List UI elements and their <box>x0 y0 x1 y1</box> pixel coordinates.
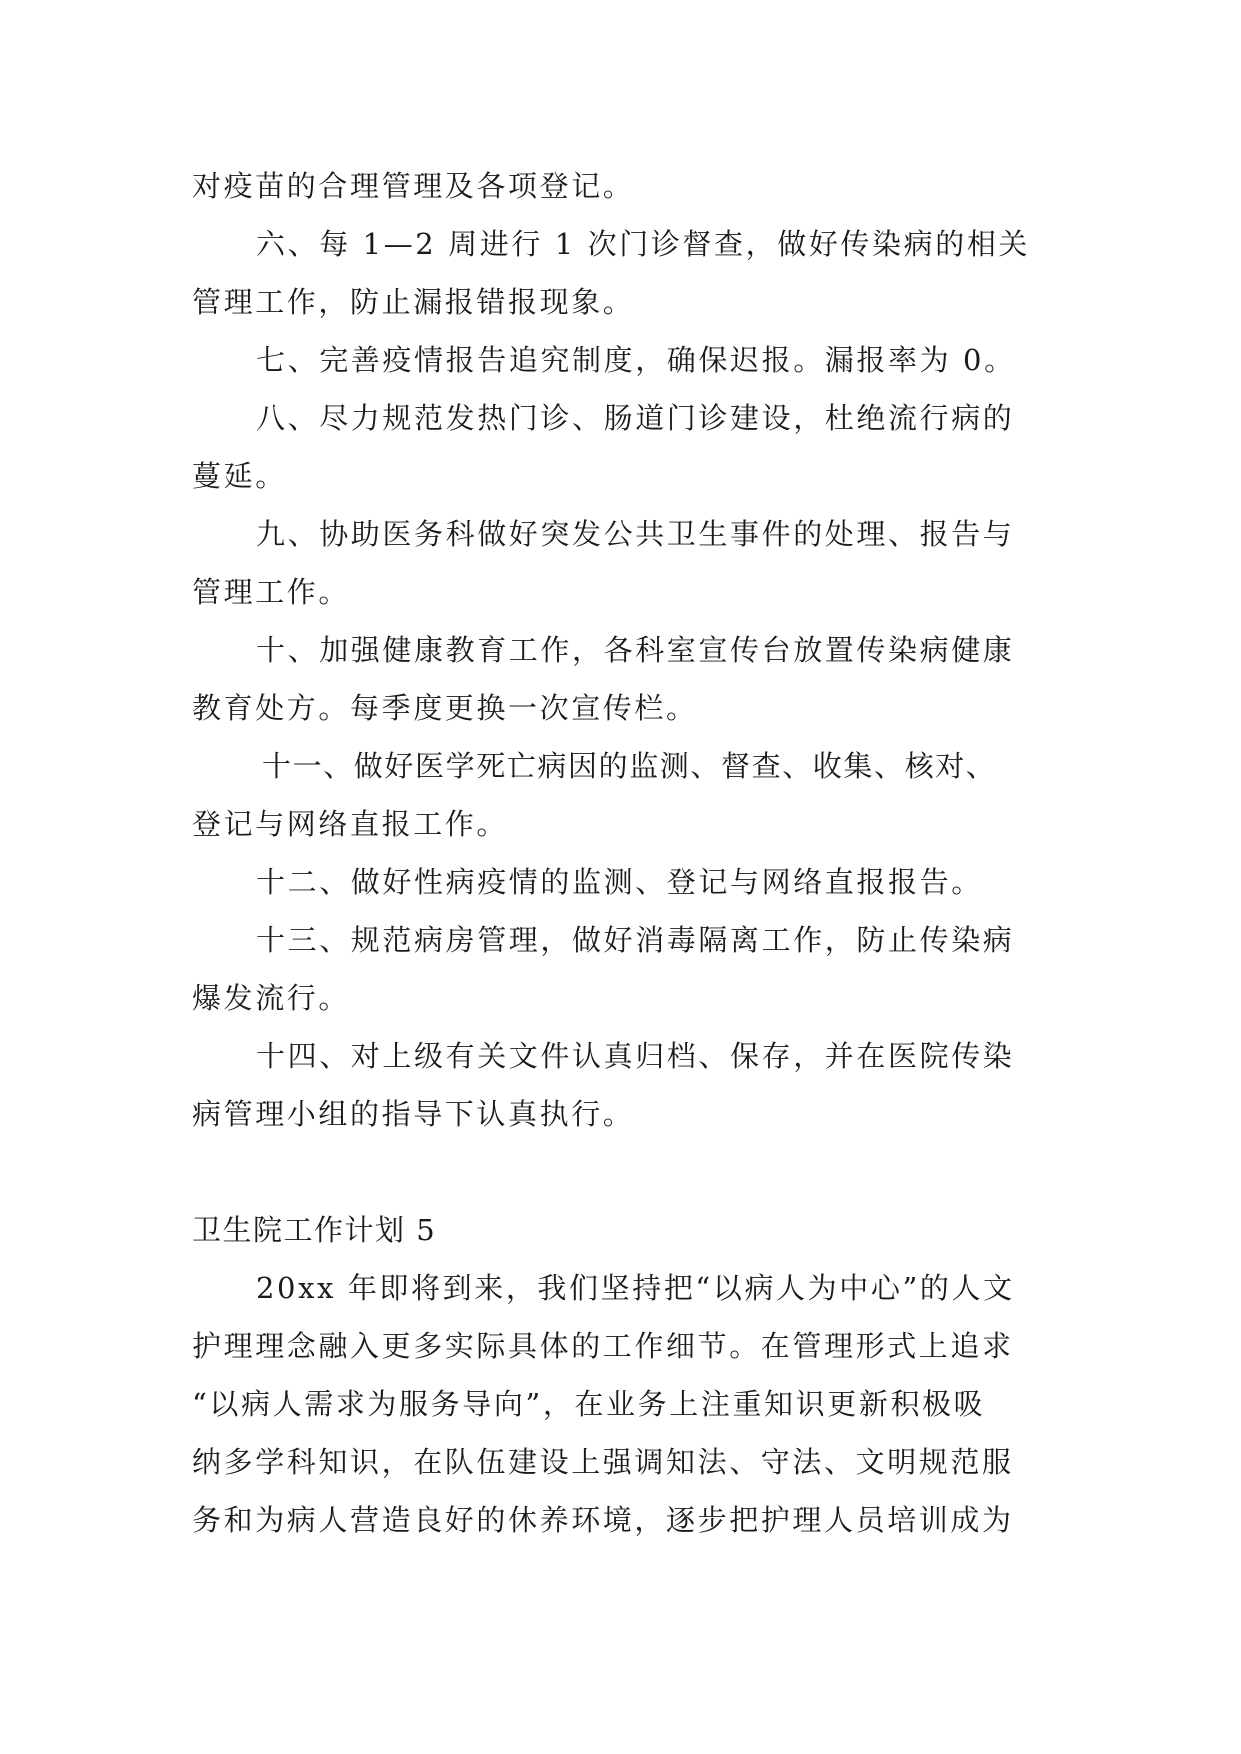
text-line: 七、完善疫情报告追究制度，确保迟报。漏报率为 0。 <box>256 343 1016 377</box>
text-line: 十四、对上级有关文件认真归档、保存，并在医院传染 <box>256 1039 1015 1073</box>
text-line: 管理工作，防止漏报错报现象。 <box>192 285 635 319</box>
text-line: “以病人需求为服务导向”，在业务上注重知识更新积极吸 <box>192 1387 986 1421</box>
text-line: 登记与网络直报工作。 <box>192 807 509 841</box>
text-line: 十三、规范病房管理，做好消毒隔离工作，防止传染病 <box>256 923 1015 957</box>
text-line: 十、加强健康教育工作，各科室宣传台放置传染病健康 <box>256 633 1015 667</box>
text-line: 九、协助医务科做好突发公共卫生事件的处理、报告与 <box>256 517 1015 551</box>
text-line: 十二、做好性病疫情的监测、登记与网络直报报告。 <box>256 865 983 899</box>
text-line: 病管理小组的指导下认真执行。 <box>192 1097 635 1131</box>
text-line: 护理理念融入更多实际具体的工作细节。在管理形式上追求 <box>192 1329 1014 1363</box>
text-line: 20xx 年即将到来，我们坚持把“以病人为中心”的人文 <box>256 1271 1015 1305</box>
text-line: 蔓延。 <box>192 459 287 493</box>
text-line: 八、尽力规范发热门诊、肠道门诊建设，杜绝流行病的 <box>256 401 1015 435</box>
section-heading: 卫生院工作计划 5 <box>192 1213 437 1247</box>
text-line: 对疫苗的合理管理及各项登记。 <box>192 169 635 203</box>
text-line: 十一、做好医学死亡病因的监测、督查、收集、核对、 <box>262 749 997 783</box>
text-line: 教育处方。每季度更换一次宣传栏。 <box>192 691 698 725</box>
text-line: 纳多学科知识，在队伍建设上强调知法、守法、文明规范服 <box>192 1445 1014 1479</box>
text-line: 爆发流行。 <box>192 981 351 1015</box>
text-line: 六、每 1—2 周进行 1 次门诊督查，做好传染病的相关 <box>256 227 1031 261</box>
text-line: 务和为病人营造良好的休养环境，逐步把护理人员培训成为 <box>192 1503 1014 1537</box>
text-line: 管理工作。 <box>192 575 351 609</box>
